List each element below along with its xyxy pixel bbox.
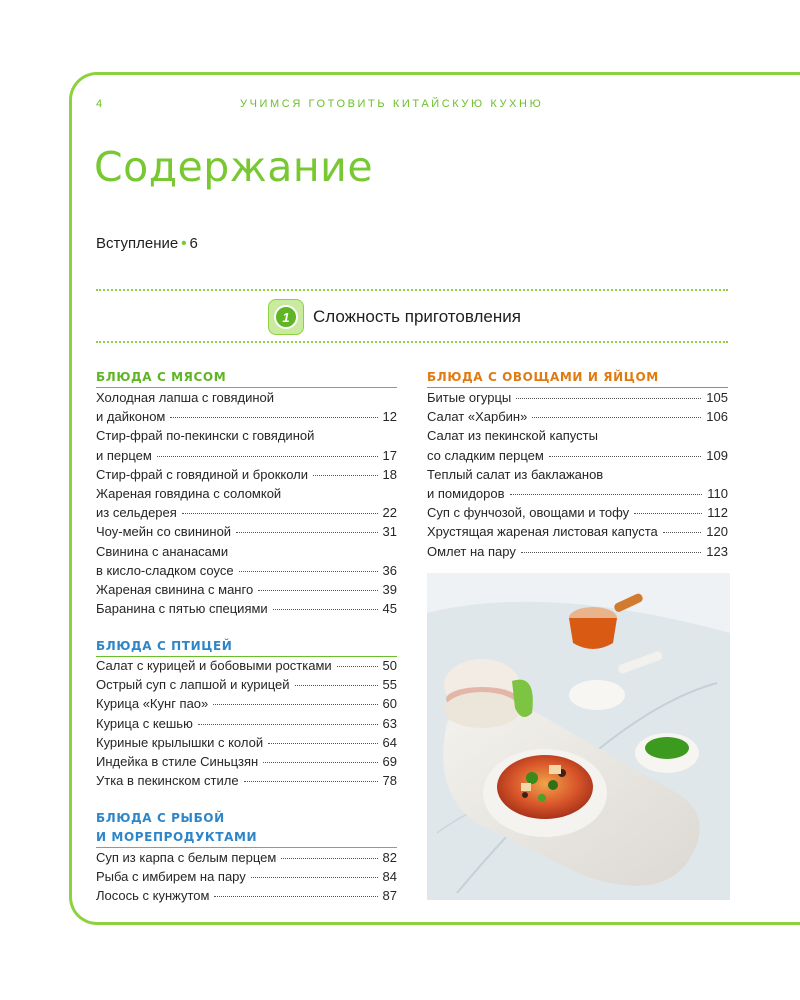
toc-entry[interactable] bbox=[427, 407, 728, 426]
intro-entry[interactable] bbox=[96, 235, 198, 252]
dot-leader bbox=[170, 417, 377, 418]
toc-entry[interactable] bbox=[96, 542, 397, 580]
toc-entry-line bbox=[96, 694, 397, 713]
bullet-icon: • bbox=[181, 235, 187, 252]
dot-leader bbox=[213, 704, 377, 705]
toc-entry[interactable] bbox=[427, 465, 728, 503]
dot-leader bbox=[516, 398, 701, 399]
toc-entry-line bbox=[96, 848, 397, 867]
dot-leader bbox=[521, 552, 701, 553]
food-photo-illustration bbox=[427, 573, 730, 900]
toc-page-number: 45 bbox=[382, 601, 397, 617]
toc-entry-title: Курица «Кунг пао» bbox=[96, 696, 209, 712]
toc-entry[interactable] bbox=[96, 752, 397, 771]
dot-leader bbox=[239, 571, 378, 572]
toc-entry-title-line: Теплый салат из баклажанов bbox=[427, 466, 604, 482]
toc-list-vegetables bbox=[427, 388, 728, 561]
toc-entry-line bbox=[96, 407, 397, 426]
toc-entry-title-line: Свинина с ананасами bbox=[96, 543, 229, 559]
toc-entry-line bbox=[96, 656, 397, 675]
toc-page-number: 105 bbox=[706, 390, 728, 405]
toc-page-number: 18 bbox=[382, 466, 397, 482]
dot-leader bbox=[634, 513, 702, 514]
toc-entry-line bbox=[427, 522, 728, 541]
toc-entry-title: Острый суп с лапшой и курицей bbox=[96, 677, 290, 693]
toc-page-number: 31 bbox=[382, 524, 397, 540]
toc-entry[interactable] bbox=[427, 426, 728, 464]
toc-entry-title: Стир-фрай с говядиной и брокколи bbox=[96, 466, 309, 482]
dot-leader bbox=[263, 762, 377, 763]
toc-entry[interactable] bbox=[96, 656, 397, 675]
toc-entry-title: Утка в пекинском стиле bbox=[96, 773, 239, 789]
toc-entry-title: и дайконом bbox=[96, 409, 166, 425]
toc-entry-line bbox=[96, 752, 397, 771]
toc-page-number: 120 bbox=[706, 524, 728, 540]
toc-page-number: 50 bbox=[382, 658, 397, 673]
dot-leader bbox=[251, 877, 378, 878]
category-title-fish bbox=[96, 809, 257, 847]
dotted-divider-top bbox=[96, 289, 728, 291]
toc-entry-line bbox=[427, 446, 728, 465]
toc-entry-line bbox=[427, 388, 728, 407]
toc-entry[interactable] bbox=[96, 522, 397, 541]
toc-entry[interactable] bbox=[427, 522, 728, 541]
category-title-line: И МОРЕПРОДУКТАМИ bbox=[96, 830, 258, 844]
toc-entry-line bbox=[96, 580, 397, 599]
toc-entry[interactable] bbox=[96, 388, 397, 426]
dot-leader bbox=[198, 724, 378, 725]
toc-list-fish bbox=[96, 848, 397, 906]
toc-page-number: 60 bbox=[382, 696, 397, 712]
category-title-poultry: БЛЮДА С ПТИЦЕЙ bbox=[96, 639, 233, 653]
page-title: Содержание bbox=[94, 143, 374, 191]
toc-entry-title: Салат «Харбин» bbox=[427, 409, 528, 425]
toc-entry-title: Суп с фунчозой, овощами и тофу bbox=[427, 505, 630, 521]
toc-page-number: 106 bbox=[706, 409, 728, 425]
toc-entry[interactable] bbox=[427, 542, 728, 561]
toc-entry-title: со сладким перцем bbox=[427, 447, 544, 463]
toc-entry-line bbox=[96, 465, 397, 484]
toc-entry[interactable] bbox=[96, 484, 397, 522]
dot-leader bbox=[214, 896, 377, 897]
dot-leader bbox=[182, 513, 378, 514]
toc-entry-line bbox=[427, 484, 728, 503]
dot-leader bbox=[532, 417, 701, 418]
toc-entry[interactable] bbox=[96, 848, 397, 867]
toc-entry[interactable] bbox=[96, 465, 397, 484]
toc-entry-title: Лосось с кунжутом bbox=[96, 888, 210, 904]
toc-entry[interactable] bbox=[96, 675, 397, 694]
toc-entry[interactable] bbox=[427, 388, 728, 407]
toc-entry[interactable] bbox=[96, 886, 397, 905]
toc-page-number: 22 bbox=[382, 505, 397, 521]
dot-leader bbox=[281, 858, 377, 859]
dot-leader bbox=[236, 532, 377, 533]
dot-leader bbox=[313, 475, 378, 476]
toc-entry[interactable] bbox=[96, 733, 397, 752]
toc-entry-title-line: Салат из пекинской капусты bbox=[427, 428, 598, 444]
toc-entry-line bbox=[427, 503, 728, 522]
toc-entry-line bbox=[427, 407, 728, 426]
food-photo bbox=[427, 573, 730, 900]
category-title-meat: БЛЮДА С МЯСОМ bbox=[96, 370, 227, 384]
toc-page-number: 87 bbox=[382, 888, 397, 904]
dot-leader bbox=[337, 666, 378, 667]
dot-leader bbox=[510, 494, 703, 495]
toc-list-poultry bbox=[96, 656, 397, 790]
toc-page-number: 123 bbox=[706, 543, 728, 559]
toc-page-number: 64 bbox=[382, 734, 397, 750]
dotted-divider-bottom bbox=[96, 341, 728, 343]
toc-entry-title: Салат с курицей и бобовыми ростками bbox=[96, 658, 332, 673]
toc-entry-line bbox=[427, 542, 728, 561]
toc-entry-line bbox=[96, 714, 397, 733]
toc-entry-title: Рыба с имбирем на пару bbox=[96, 869, 246, 885]
toc-entry-title: Хрустящая жареная листовая капуста bbox=[427, 524, 658, 540]
toc-entry-title-line: Холодная лапша с говядиной bbox=[96, 390, 275, 405]
toc-entry[interactable] bbox=[96, 580, 397, 599]
toc-entry-title: Баранина с пятью специями bbox=[96, 601, 268, 617]
dot-leader bbox=[268, 743, 377, 744]
dot-leader bbox=[273, 609, 378, 610]
toc-page-number: 84 bbox=[382, 869, 397, 885]
dot-leader bbox=[295, 685, 378, 686]
toc-entry-title: Битые огурцы bbox=[427, 390, 512, 405]
toc-entry-title: Жареная свинина с манго bbox=[96, 581, 254, 597]
toc-entry-title: и перцем bbox=[96, 447, 152, 463]
difficulty-level-icon bbox=[268, 299, 304, 335]
toc-page-number: 39 bbox=[382, 581, 397, 597]
toc-entry-line bbox=[96, 522, 397, 541]
toc-entry[interactable] bbox=[96, 426, 397, 464]
toc-entry-title-line: Стир-фрай по-пекински с говядиной bbox=[96, 428, 315, 444]
toc-entry[interactable] bbox=[96, 867, 397, 886]
dot-leader bbox=[549, 456, 701, 457]
toc-entry-title: и помидоров bbox=[427, 485, 505, 501]
page-number: 4 bbox=[96, 98, 104, 110]
toc-entry-title: Куриные крылышки с колой bbox=[96, 734, 264, 750]
toc-entry-line bbox=[96, 675, 397, 694]
toc-entry-line bbox=[96, 867, 397, 886]
toc-list-meat bbox=[96, 388, 397, 618]
toc-page-number: 112 bbox=[707, 505, 728, 521]
section-label: Сложность приготовления bbox=[313, 307, 521, 326]
toc-page-number: 110 bbox=[707, 485, 728, 501]
toc-page-number: 78 bbox=[382, 773, 397, 789]
toc-entry[interactable] bbox=[96, 771, 397, 790]
toc-entry-line bbox=[96, 599, 397, 618]
toc-entry-line bbox=[96, 446, 397, 465]
toc-entry-line bbox=[96, 561, 397, 580]
toc-page-number: 69 bbox=[382, 753, 397, 769]
toc-entry-title-line: Жареная говядина с соломкой bbox=[96, 485, 282, 501]
toc-page-number: 82 bbox=[382, 850, 397, 865]
running-head: УЧИМСЯ ГОТОВИТЬ КИТАЙСКУЮ КУХНЮ bbox=[240, 98, 544, 110]
toc-page-number: 55 bbox=[382, 677, 397, 693]
intro-page: 6 bbox=[189, 235, 198, 252]
level-number: 1 bbox=[274, 305, 298, 329]
intro-label: Вступление bbox=[96, 235, 179, 252]
toc-entry[interactable] bbox=[427, 503, 728, 522]
toc-entry[interactable] bbox=[96, 599, 397, 618]
category-title-line: БЛЮДА С РЫБОЙ bbox=[96, 811, 225, 825]
toc-page-number: 17 bbox=[382, 447, 397, 463]
toc-entry-line bbox=[96, 771, 397, 790]
toc-entry[interactable] bbox=[96, 694, 397, 713]
toc-entry-title: Чоу-мейн со свининой bbox=[96, 524, 232, 540]
toc-entry-line bbox=[96, 733, 397, 752]
dot-leader bbox=[258, 590, 377, 591]
category-title-vegetables: БЛЮДА С ОВОЩАМИ И ЯЙЦОМ bbox=[427, 370, 659, 384]
toc-entry-title: Курица с кешью bbox=[96, 715, 193, 731]
dot-leader bbox=[244, 781, 378, 782]
toc-page-number: 109 bbox=[706, 447, 728, 463]
section-heading bbox=[268, 299, 521, 335]
dot-leader bbox=[663, 532, 702, 533]
toc-entry-title: из сельдерея bbox=[96, 505, 177, 521]
toc-entry-title: Омлет на пару bbox=[427, 543, 516, 559]
toc-page-number: 12 bbox=[382, 409, 397, 425]
toc-page-number: 63 bbox=[382, 715, 397, 731]
toc-entry-line bbox=[96, 886, 397, 905]
toc-entry-title: Суп из карпа с белым перцем bbox=[96, 850, 277, 865]
toc-entry[interactable] bbox=[96, 714, 397, 733]
toc-entry-title: в кисло-сладком соусе bbox=[96, 562, 234, 578]
toc-entry-line bbox=[96, 503, 397, 522]
toc-page-number: 36 bbox=[382, 562, 397, 578]
toc-entry-title: Индейка в стиле Синьцзян bbox=[96, 753, 259, 769]
dot-leader bbox=[157, 456, 378, 457]
